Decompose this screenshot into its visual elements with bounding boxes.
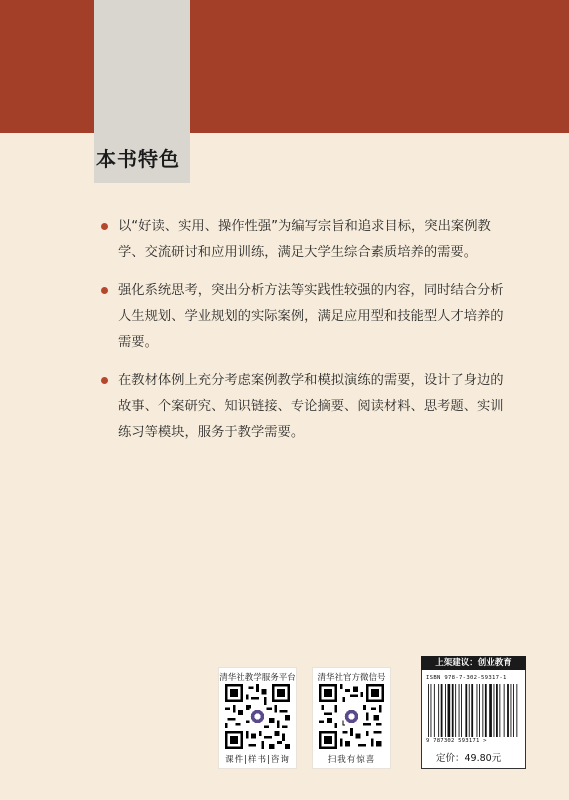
isbn-number: ISBN 978-7-302-59317-1 — [426, 675, 507, 681]
feature-text: 在教材体例上充分考虑案例教学和模拟演练的需要，设计了身边的故事、个案研究、知识链接、专论摘要、阅读材料、思考题、实训练习等模块，服务于教学需要。 — [118, 373, 504, 440]
bullet-dot-icon — [101, 223, 108, 230]
feature-item — [98, 214, 513, 266]
shelf-suggestion: 上架建议：创业教育 — [421, 656, 526, 670]
qr-title: 清华社官方微信号 — [317, 673, 386, 683]
barcode-digits: 9 787302 593171 > — [426, 738, 487, 744]
top-color-band — [0, 0, 569, 133]
bullet-dot-icon — [101, 377, 108, 384]
price: 定价：49.80元 — [436, 753, 502, 764]
qr-card-teaching-platform — [219, 668, 296, 768]
feature-list — [98, 214, 513, 458]
qr-caption: 扫我有惊喜 — [327, 755, 376, 765]
barcode-icon — [426, 684, 522, 737]
bullet-dot-icon — [101, 287, 108, 294]
feature-text: 以“好读、实用、操作性强”为编写宗旨和追求目标，突出案例教学、交流研讨和应用训练，满足大学生综合素质培养的需要。 — [118, 219, 491, 260]
feature-item — [98, 368, 513, 446]
qr-code-icon[interactable] — [319, 684, 384, 749]
feature-item — [98, 278, 513, 356]
feature-text: 强化系统思考，突出分析方法等实践性较强的内容，同时结合分析人生规划、学业规划的实际案例，满足应用型和技能型人才培养的需要。 — [118, 283, 504, 350]
qr-title: 清华社教学服务平台 — [219, 673, 296, 683]
qr-caption: 课件|样书|咨询 — [225, 755, 290, 765]
section-title: 本书特色 — [96, 147, 180, 171]
qr-card-wechat — [313, 668, 390, 768]
isbn-block — [421, 656, 526, 769]
qr-code-icon[interactable] — [225, 684, 290, 749]
